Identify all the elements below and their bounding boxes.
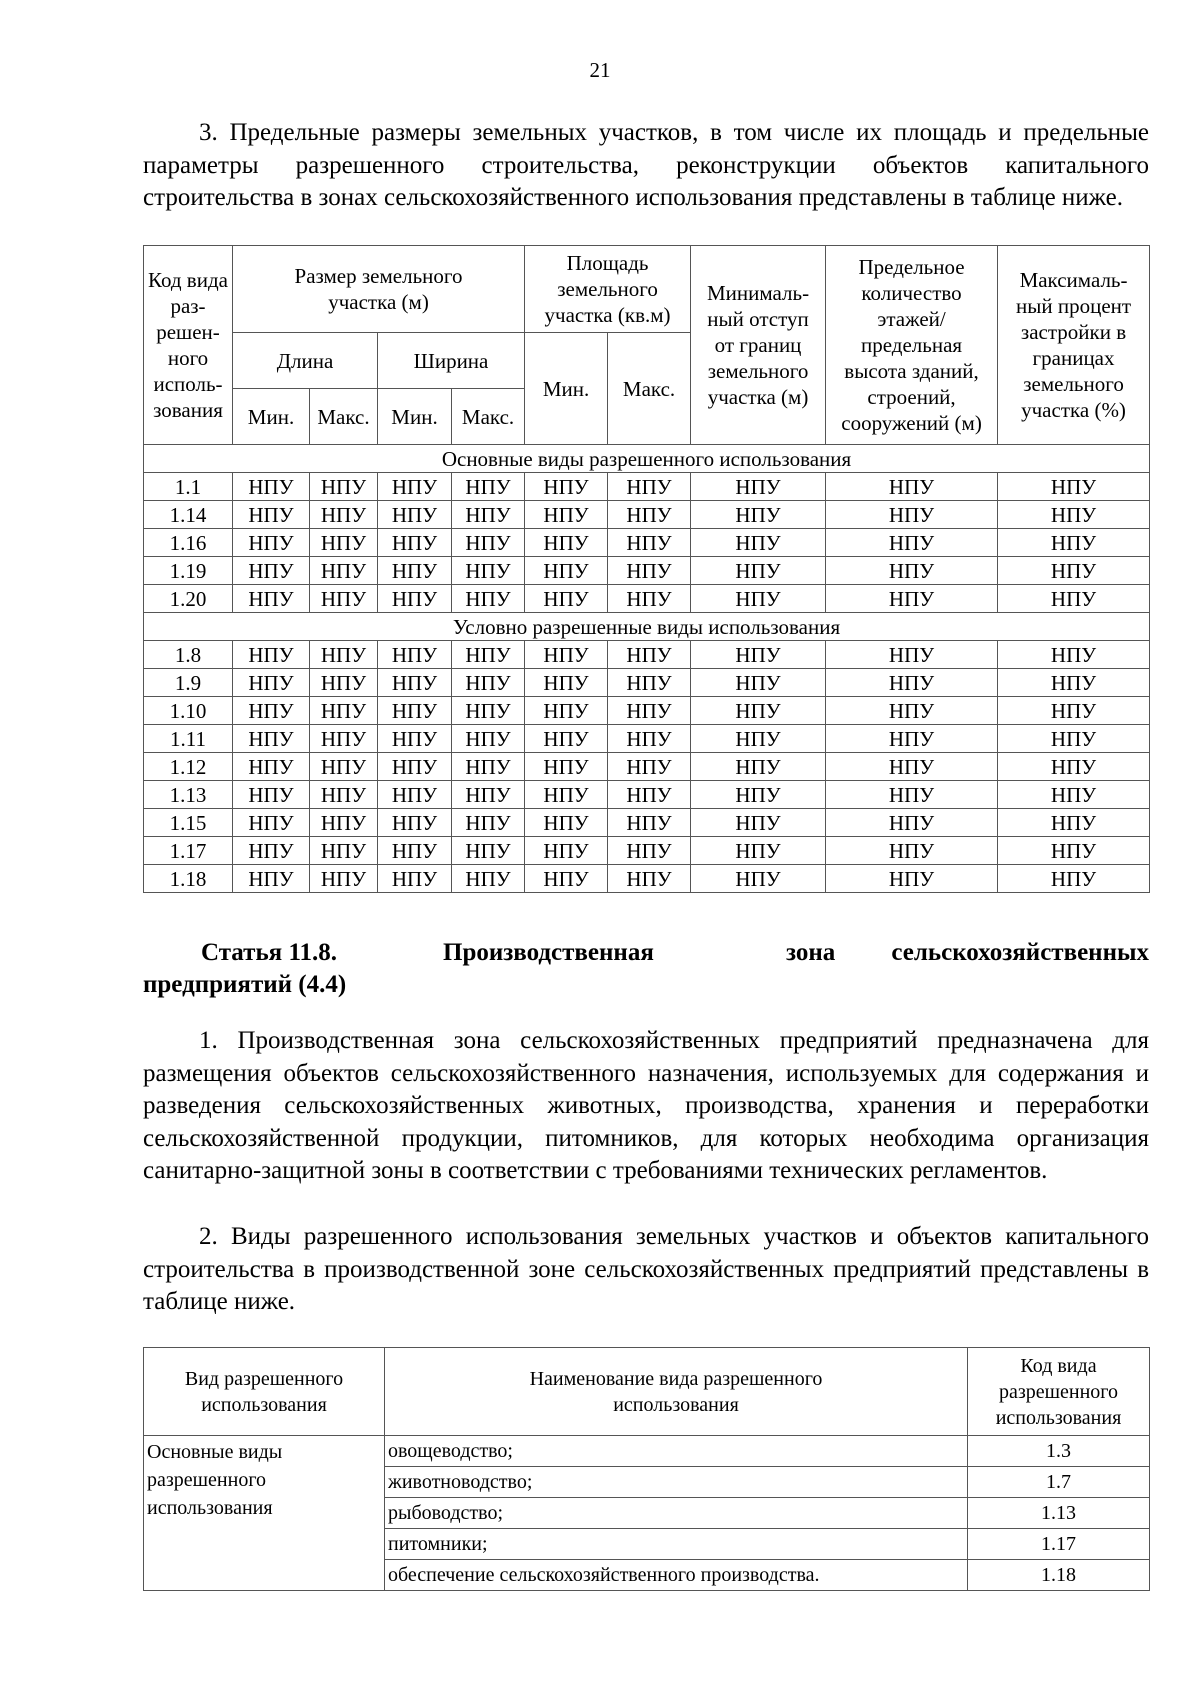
header-size: Размер земельного участка (м) [233,246,525,333]
cell-value: НПУ [691,697,826,725]
cell-value: НПУ [826,669,998,697]
table-row [144,529,1150,557]
cell-value: НПУ [691,501,826,529]
cell-value: НПУ [378,809,452,837]
cell-value: НПУ [233,837,310,865]
table-row [144,557,1150,585]
cell-value: НПУ [452,837,525,865]
cell-value: НПУ [525,641,608,669]
cell-value: НПУ [691,641,826,669]
cell-value: НПУ [826,473,998,501]
cell-value: НПУ [233,697,310,725]
cell-value: НПУ [452,753,525,781]
cell-value: НПУ [826,809,998,837]
cell-value: НПУ [378,697,452,725]
cell-value: НПУ [525,585,608,613]
table-row [144,473,1150,501]
cell-value: НПУ [310,725,378,753]
row-code: 1.13 [144,781,233,809]
cell-value: НПУ [691,781,826,809]
cell-value: НПУ [826,837,998,865]
row-code: 1.20 [144,585,233,613]
cell-value: НПУ [826,557,998,585]
cell-value: НПУ [608,865,691,893]
header-name: Наименование вида разрешенного использования [385,1348,968,1436]
header-area-min: Мин. [525,333,608,445]
cell-value: НПУ [691,809,826,837]
cell-value: НПУ [525,865,608,893]
cell-value: НПУ [310,529,378,557]
cell-value: НПУ [998,529,1150,557]
cell-value: НПУ [452,585,525,613]
cell-value: НПУ [608,781,691,809]
table-row [144,669,1150,697]
cell-value: НПУ [378,837,452,865]
cell-value: НПУ [826,753,998,781]
cell-value: НПУ [826,585,998,613]
cell-value: НПУ [608,725,691,753]
cell-value: НПУ [525,501,608,529]
row-code: 1.17 [144,837,233,865]
cell-value: НПУ [691,529,826,557]
table-row [144,641,1150,669]
cell-value: НПУ [378,781,452,809]
cell-value: НПУ [608,837,691,865]
row-code: 1.18 [144,865,233,893]
row-code: 1.8 [144,641,233,669]
use-code: 1.3 [968,1436,1150,1467]
cell-value: НПУ [310,669,378,697]
table-row [144,697,1150,725]
cell-value: НПУ [452,529,525,557]
table-row [144,501,1150,529]
cell-value: НПУ [310,837,378,865]
cell-value: НПУ [233,473,310,501]
cell-value: НПУ [452,501,525,529]
cell-value: НПУ [525,529,608,557]
header-length: Длина [233,333,378,389]
article-heading: Статья 11.8. Производственная зона сельскохозяйственных предприятий (4.4) [143,939,1149,998]
cell-value: НПУ [998,473,1150,501]
cell-value: НПУ [525,697,608,725]
cell-value: НПУ [691,725,826,753]
cell-value: НПУ [998,641,1150,669]
cell-value: НПУ [378,865,452,893]
header-code: Код вида раз-решен-ного исполь-зования [144,246,233,445]
cell-value: НПУ [826,697,998,725]
table-row [144,809,1150,837]
cell-value: НПУ [310,557,378,585]
use-name: рыбоводство; [385,1498,968,1529]
cell-value: НПУ [525,473,608,501]
header-width-min: Мин. [378,389,452,445]
cell-value: НПУ [525,837,608,865]
section-title: Основные виды разрешенного использования [144,445,1150,473]
use-code: 1.17 [968,1529,1150,1560]
group-label: Основные виды разрешенного использования [144,1436,385,1591]
cell-value: НПУ [608,641,691,669]
cell-value: НПУ [608,585,691,613]
header-length-min: Мин. [233,389,310,445]
use-name: питомники; [385,1529,968,1560]
cell-value: НПУ [608,473,691,501]
header-kind: Вид разрешенного использования [144,1348,385,1436]
cell-value: НПУ [826,865,998,893]
cell-value: НПУ [452,473,525,501]
cell-value: НПУ [826,725,998,753]
cell-value: НПУ [310,865,378,893]
cell-value: НПУ [998,669,1150,697]
use-code: 1.18 [968,1560,1150,1591]
intro-paragraph: 3. Предельные размеры земельных участков, в том числе их площадь и предельные параметры разрешенного строительства, реконструкции объектов капитального строительства в зонах сельскохозяйственного использования представлены в таблице ниже. [143,119,1149,211]
table-row [144,837,1150,865]
row-code: 1.10 [144,697,233,725]
cell-value: НПУ [310,697,378,725]
cell-value: НПУ [998,753,1150,781]
cell-value: НПУ [452,557,525,585]
cell-value: НПУ [233,585,310,613]
header-length-max: Макс. [310,389,378,445]
header-width-max: Макс. [452,389,525,445]
header-min-setback: Минималь-ный отступ от границ земельного участка (м) [691,246,826,445]
cell-value: НПУ [378,585,452,613]
cell-value: НПУ [608,809,691,837]
row-code: 1.12 [144,753,233,781]
cell-value: НПУ [998,501,1150,529]
table-row [144,781,1150,809]
cell-value: НПУ [826,529,998,557]
cell-value: НПУ [378,501,452,529]
cell-value: НПУ [525,753,608,781]
cell-value: НПУ [998,557,1150,585]
cell-value: НПУ [525,725,608,753]
paragraph-2: 2. Виды разрешенного использования земельных участков и объектов капитального строительства в производственной зоне сельскохозяйственных предприятий представлены в таблице ниже. [143,1223,1149,1315]
row-code: 1.19 [144,557,233,585]
header-area-max: Макс. [608,333,691,445]
row-code: 1.9 [144,669,233,697]
cell-value: НПУ [998,697,1150,725]
cell-value: НПУ [525,669,608,697]
row-code: 1.14 [144,501,233,529]
cell-value: НПУ [998,781,1150,809]
row-code: 1.11 [144,725,233,753]
cell-value: НПУ [452,809,525,837]
cell-value: НПУ [233,641,310,669]
cell-value: НПУ [310,809,378,837]
cell-value: НПУ [998,865,1150,893]
row-code: 1.15 [144,809,233,837]
cell-value: НПУ [452,697,525,725]
cell-value: НПУ [452,865,525,893]
cell-value: НПУ [608,501,691,529]
cell-value: НПУ [233,753,310,781]
cell-value: НПУ [452,725,525,753]
cell-value: НПУ [310,585,378,613]
use-name: овощеводство; [385,1436,968,1467]
cell-value: НПУ [691,557,826,585]
cell-value: НПУ [310,501,378,529]
cell-value: НПУ [310,781,378,809]
cell-value: НПУ [525,809,608,837]
table-row [144,753,1150,781]
cell-value: НПУ [608,753,691,781]
cell-value: НПУ [378,473,452,501]
cell-value: НПУ [826,641,998,669]
header-code: Код вида разрешенного использования [968,1348,1150,1436]
section-title: Условно разрешенные виды использования [144,613,1150,641]
row-code: 1.16 [144,529,233,557]
permitted-uses-table [143,1347,1150,1591]
cell-value: НПУ [608,669,691,697]
header-max-coverage: Максималь-ный процент застройки в границах земельного участка (%) [998,246,1150,445]
cell-value: НПУ [452,781,525,809]
cell-value: НПУ [691,753,826,781]
cell-value: НПУ [525,557,608,585]
cell-value: НПУ [233,865,310,893]
cell-value: НПУ [378,641,452,669]
cell-value: НПУ [998,725,1150,753]
cell-value: НПУ [452,641,525,669]
header-max-floors: Предельное количество этажей/ предельная высота зданий, строений, сооружений (м) [826,246,998,445]
cell-value: НПУ [608,557,691,585]
cell-value: НПУ [691,585,826,613]
cell-value: НПУ [310,641,378,669]
table-row [144,1436,1150,1467]
use-name: животноводство; [385,1467,968,1498]
cell-value: НПУ [608,697,691,725]
table-row [144,725,1150,753]
cell-value: НПУ [310,473,378,501]
cell-value: НПУ [378,669,452,697]
use-name: обеспечение сельскохозяйственного производства. [385,1560,968,1591]
cell-value: НПУ [691,865,826,893]
cell-value: НПУ [233,809,310,837]
cell-value: НПУ [378,753,452,781]
cell-value: НПУ [998,837,1150,865]
use-code: 1.7 [968,1467,1150,1498]
cell-value: НПУ [826,501,998,529]
header-width: Ширина [378,333,525,389]
cell-value: НПУ [233,529,310,557]
cell-value: НПУ [691,473,826,501]
cell-value: НПУ [233,669,310,697]
cell-value: НПУ [233,725,310,753]
table-row [144,865,1150,893]
cell-value: НПУ [691,837,826,865]
cell-value: НПУ [378,557,452,585]
cell-value: НПУ [452,669,525,697]
cell-value: НПУ [525,781,608,809]
paragraph-1: 1. Производственная зона сельскохозяйственных предприятий предназначена для размещения объектов сельскохозяйственного назначения, используемых для содержания и разведения сельскохозяйственных животных, производства, хранения и переработки сельскохозяйственной продукции, питомников, для которых необходима организация санитарно-защитной зоны в соответствии с требованиями технических регламентов. [143,1027,1149,1184]
cell-value: НПУ [608,529,691,557]
cell-value: НПУ [691,669,826,697]
cell-value: НПУ [998,809,1150,837]
cell-value: НПУ [233,557,310,585]
cell-value: НПУ [233,501,310,529]
page-number: 21 [589,58,611,82]
cell-value: НПУ [826,781,998,809]
cell-value: НПУ [233,781,310,809]
cell-value: НПУ [378,725,452,753]
header-area: Площадь земельного участка (кв.м) [525,246,691,333]
cell-value: НПУ [310,753,378,781]
zone-parameters-table [143,245,1150,893]
cell-value: НПУ [378,529,452,557]
table-row [144,585,1150,613]
row-code: 1.1 [144,473,233,501]
cell-value: НПУ [998,585,1150,613]
use-code: 1.13 [968,1498,1150,1529]
